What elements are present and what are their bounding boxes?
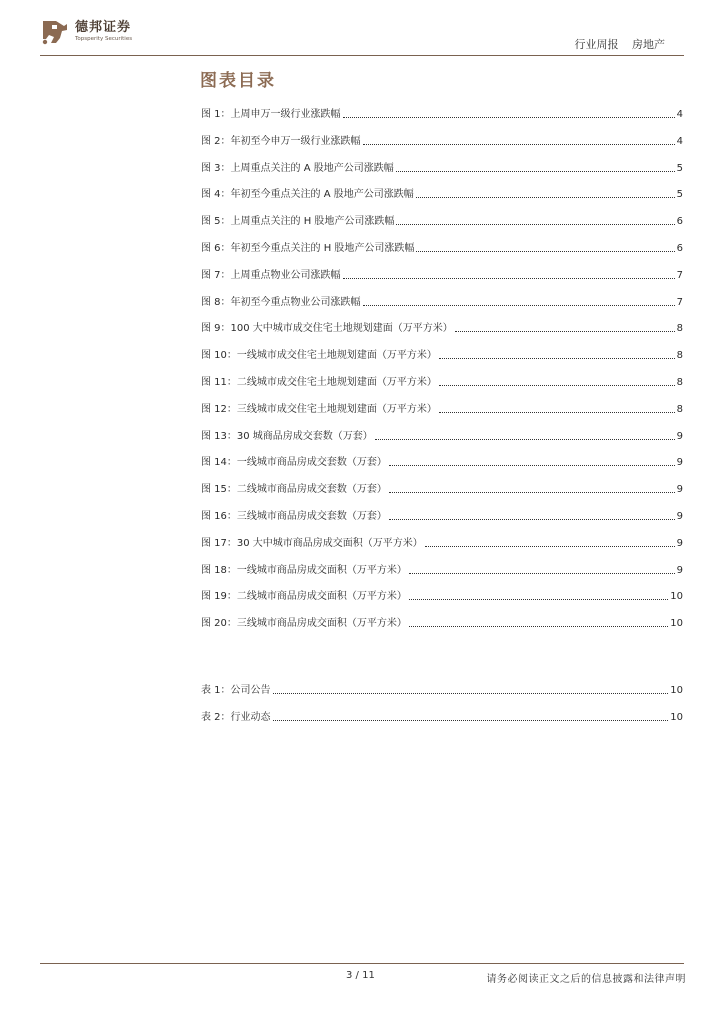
toc-entry[interactable] (201, 429, 683, 443)
toc-entry-page: 4 (676, 135, 683, 147)
toc-entry[interactable] (201, 536, 683, 550)
toc-entry[interactable] (201, 268, 683, 282)
toc-entry-label: 表 1：公司公告 (201, 685, 271, 696)
toc-entry-page: 6 (676, 243, 683, 254)
toc-entry-label: 图 9：100 大中城市成交住宅土地规划建面（万平方米） (201, 323, 453, 335)
toc-entry[interactable] (201, 187, 683, 201)
dot-leader (409, 598, 668, 600)
toc-entry-page: 9 (676, 457, 683, 469)
logo-mark-icon (40, 17, 70, 47)
toc-entry-label: 图 17：30 大中城市商品房成交面积（万平方米） (201, 537, 423, 549)
toc-entry-label: 图 11：二线城市成交住宅土地规划建面（万平方米） (201, 377, 437, 388)
toc-entry-label: 图 12：三线城市成交住宅土地规划建面（万平方米） (201, 403, 437, 415)
toc-entry[interactable] (201, 241, 683, 255)
dot-leader (363, 304, 675, 306)
toc-entry[interactable] (201, 348, 683, 362)
toc-entry-label: 图 13：30 城商品房成交套数（万套） (201, 430, 373, 442)
toc-entry[interactable] (201, 321, 683, 335)
toc-entry-label: 图 16：三线城市商品房成交套数（万套） (201, 511, 387, 522)
dot-leader (363, 143, 675, 145)
toc-entry-page: 10 (670, 685, 683, 696)
dot-leader (425, 545, 675, 547)
toc-entry[interactable] (201, 455, 683, 469)
toc-entry-label: 图 2：年初至今申万一级行业涨跌幅 (201, 135, 361, 147)
toc-entry-page: 9 (676, 537, 683, 549)
toc-entry-page: 8 (676, 403, 683, 415)
toc-entry-label: 图 20：三线城市商品房成交面积（万平方米） (201, 618, 407, 630)
page-header (0, 0, 724, 60)
toc-entry-label: 图 5：上周重点关注的 H 股地产公司涨跌幅 (201, 216, 395, 228)
toc-entry-page: 4 (676, 109, 683, 120)
dot-leader (375, 438, 675, 440)
dot-leader (455, 330, 675, 332)
toc-entry-label: 图 6：年初至今重点关注的 H 股地产公司涨跌幅 (201, 243, 415, 254)
header-divider (40, 55, 684, 56)
toc-entry-label: 图 7：上周重点物业公司涨跌幅 (201, 269, 341, 281)
dot-leader (396, 223, 674, 225)
toc-entry-page: 8 (676, 377, 683, 388)
logo-chinese-name: 德邦证券 (75, 20, 132, 35)
dot-leader (396, 170, 675, 172)
toc-entry-label: 表 2：行业动态 (201, 712, 271, 723)
toc-entry-page: 8 (676, 323, 683, 335)
toc-entry-page: 9 (676, 511, 683, 522)
toc-entry[interactable] (201, 402, 683, 416)
industry-name: 房地产 (632, 38, 665, 51)
toc-entry-page: 9 (676, 564, 683, 576)
footer-divider (40, 963, 684, 964)
toc-entry[interactable] (201, 710, 683, 724)
logo-english-name: Topsperity Securities (75, 36, 133, 42)
dot-leader (416, 196, 675, 198)
toc-entry[interactable] (201, 509, 683, 523)
page-number: 3 / 11 (346, 970, 375, 981)
dot-leader (389, 491, 675, 493)
toc-entry[interactable] (201, 683, 683, 697)
toc-entry[interactable] (201, 563, 683, 577)
toc-entry-page: 10 (670, 591, 683, 603)
dot-leader (273, 719, 669, 721)
dot-leader (416, 250, 674, 252)
toc-entry-page: 7 (676, 296, 683, 308)
toc-entry-page: 6 (676, 216, 683, 228)
toc-entry-label: 图 18：一线城市商品房成交面积（万平方米） (201, 564, 407, 576)
header-category (565, 36, 666, 52)
dot-leader (343, 116, 675, 118)
toc-entry[interactable] (201, 134, 683, 148)
toc-entry-page: 9 (676, 484, 683, 496)
toc-entry-label: 图 4：年初至今重点关注的 A 股地产公司涨跌幅 (201, 189, 414, 201)
page-title: 图表目录 (200, 71, 276, 91)
dot-leader (389, 518, 675, 520)
company-logo (40, 17, 132, 47)
toc-entry[interactable] (201, 482, 683, 496)
disclaimer-note: 请务必阅读正文之后的信息披露和法律声明 (486, 974, 686, 985)
toc-entry-label: 图 19：二线城市商品房成交面积（万平方米） (201, 591, 407, 603)
toc-entry-page: 10 (670, 618, 683, 630)
toc-entry-page: 5 (676, 162, 683, 174)
dot-leader (409, 625, 668, 627)
dot-leader (409, 572, 675, 574)
toc-entry[interactable] (201, 161, 683, 175)
toc-entry-label: 图 3：上周重点关注的 A 股地产公司涨跌幅 (201, 162, 394, 174)
toc-entry-page: 7 (676, 269, 683, 281)
dot-leader (439, 357, 675, 359)
dot-leader (439, 384, 675, 386)
dot-leader (389, 464, 675, 466)
toc-entry-label: 图 1：上周申万一级行业涨跌幅 (201, 109, 341, 120)
report-type: 行业周报 (574, 38, 619, 51)
toc-entry-label: 图 8：年初至今重点物业公司涨跌幅 (201, 296, 361, 308)
toc-entry[interactable] (201, 616, 683, 630)
toc-entry-page: 10 (670, 712, 683, 723)
dot-leader (273, 692, 669, 694)
toc-entry[interactable] (201, 107, 683, 121)
dot-leader (439, 411, 675, 413)
toc-entry-label: 图 14：一线城市商品房成交套数（万套） (201, 457, 387, 469)
toc-entry-page: 9 (676, 430, 683, 442)
toc-entry[interactable] (201, 375, 683, 389)
dot-leader (343, 277, 675, 279)
toc-entry-label: 图 15：二线城市商品房成交套数（万套） (201, 484, 387, 496)
toc-entry-page: 8 (676, 350, 683, 362)
toc-entry[interactable] (201, 214, 683, 228)
toc-entry[interactable] (201, 295, 683, 309)
toc-entry[interactable] (201, 589, 683, 603)
toc-entry-label: 图 10：一线城市成交住宅土地规划建面（万平方米） (201, 350, 437, 362)
toc-entry-page: 5 (676, 189, 683, 201)
